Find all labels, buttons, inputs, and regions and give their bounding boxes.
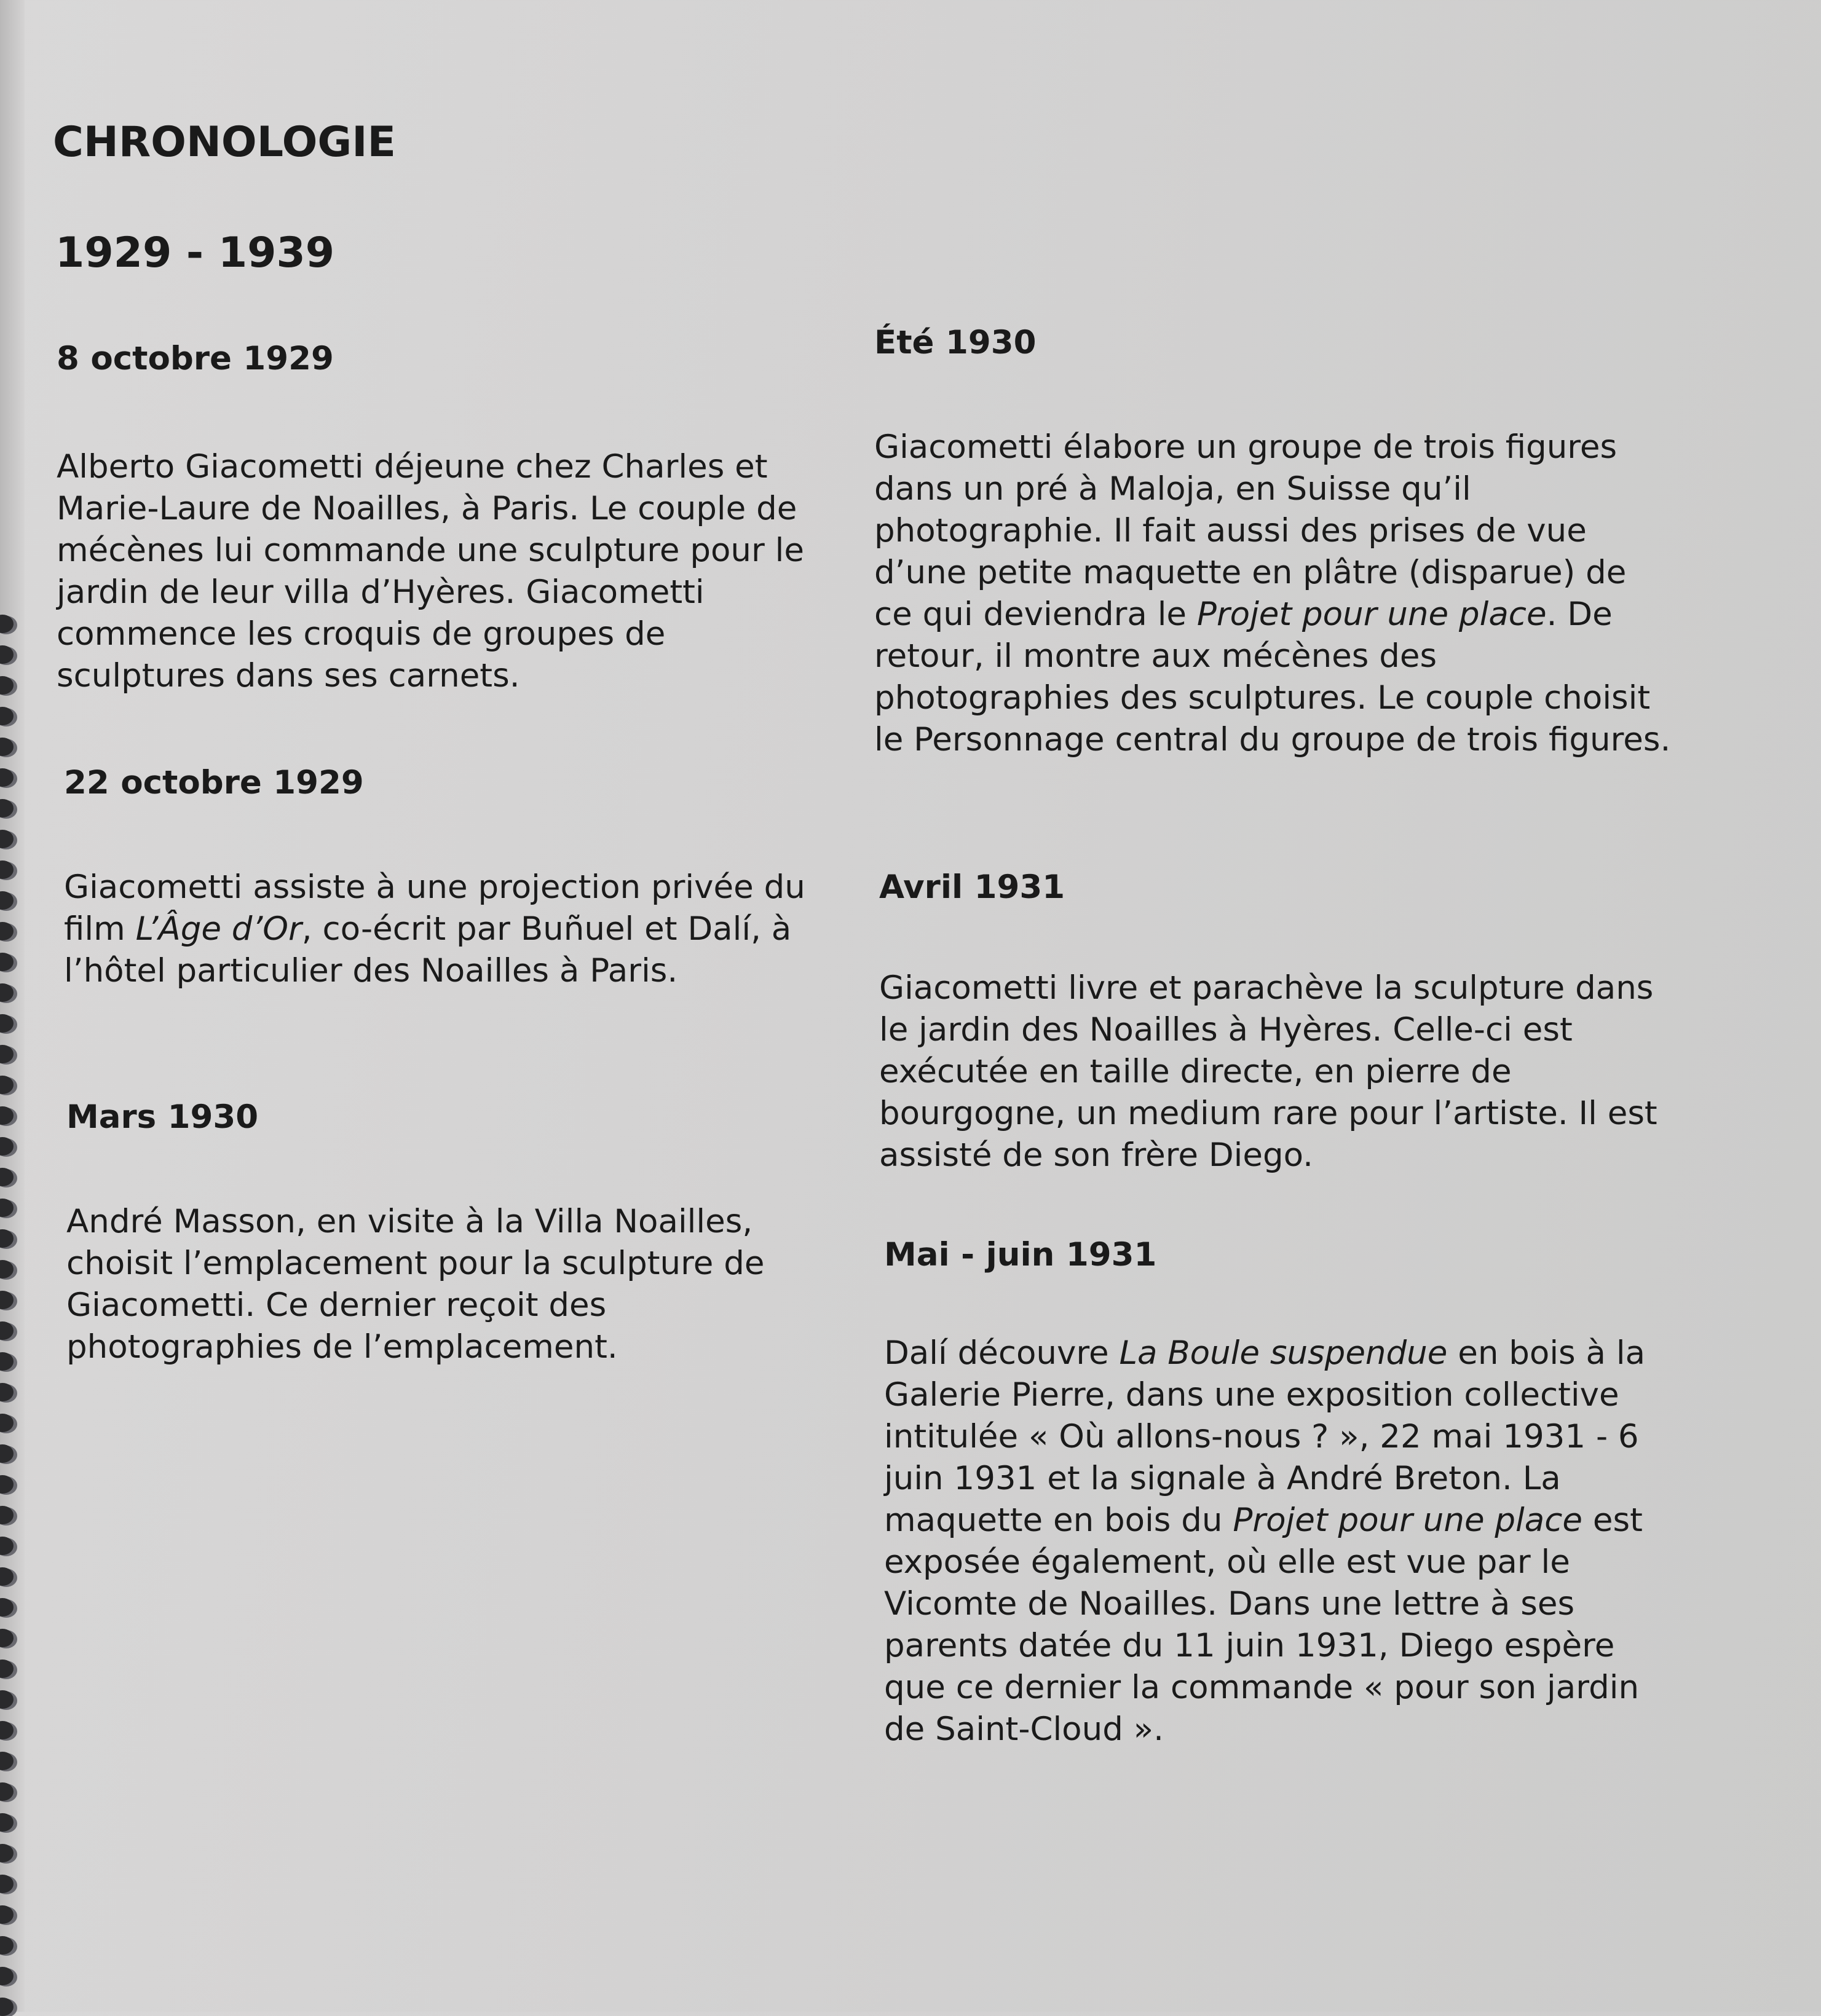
binding-ring — [0, 953, 14, 971]
binding-ring — [0, 1875, 14, 1893]
binding-ring — [0, 1260, 14, 1278]
binding-ring — [0, 1844, 14, 1862]
binding-ring — [0, 1598, 14, 1616]
binding-ring — [0, 1567, 14, 1586]
binding-ring — [0, 1690, 14, 1709]
binding-ring — [0, 1137, 14, 1156]
entry-date: Avril 1931 — [879, 868, 1065, 906]
binding-ring — [0, 860, 14, 879]
entry-text: André Masson, en visite à la Villa Noailles, choisit l’emplacement pour la sculpture de Giacometti. Ce dernier reçoit des photographies de l’emplacement. — [66, 1203, 765, 1366]
binding-ring — [0, 1352, 14, 1371]
entry-text-part: . De retour, il montre aux mécènes des photographies des sculptures. Le couple choisit le Personnage central du groupe de trois figures. — [874, 596, 1671, 758]
binding-ring — [0, 1168, 14, 1186]
binding-ring — [0, 1537, 14, 1555]
binding-ring — [0, 1229, 14, 1248]
binding-ring — [0, 799, 14, 817]
entry-text: Giacometti livre et parachève la sculpture dans le jardin des Noailles à Hyères. Celle-ci est exécutée en taille directe, en pierre de bourgogne, un medium rare pour l’artiste. Il est assisté de son frère Diego. — [879, 969, 1657, 1174]
work-title: Projet pour une place — [1196, 596, 1547, 633]
entry-date: 8 octobre 1929 — [57, 340, 334, 377]
binding-ring — [0, 768, 14, 787]
entry-text-part: en bois à la Galerie Pierre, dans une exposition collective intitulée « Où allons-nous ? », 22 mai 1931 - 6 juin 1931 et la signale à André Breton. La maquette en bois du — [884, 1334, 1646, 1539]
entry-text — [884, 1333, 1683, 1750]
entry-date: Été 1930 — [874, 324, 1037, 361]
binding-ring — [0, 1199, 14, 1217]
film-title: L’Âge d’Or — [135, 910, 302, 948]
binding-ring — [0, 1321, 14, 1340]
binding-ring — [0, 707, 14, 725]
binding-ring — [0, 615, 14, 633]
entry-date: Mars 1930 — [66, 1098, 259, 1136]
binding-ring — [0, 1782, 14, 1801]
page-title: CHRONOLOGIE — [53, 118, 396, 167]
entry-text-part: Giacometti élabore un groupe de trois figures dans un pré à Maloja, en Suisse qu’il photographie. Il fait aussi des prises de vue d’une petite maquette en plâtre (disparue) de ce qui deviendra le — [874, 428, 1627, 633]
binding-ring — [0, 922, 14, 940]
entry-text-part: Dalí découvre — [884, 1334, 1120, 1372]
entry-date: 22 octobre 1929 — [64, 764, 364, 801]
binding-ring — [0, 1475, 14, 1494]
binding-ring — [0, 1967, 14, 1985]
entry-text-part: est exposée également, où elle est vue par le Vicomte de Noailles. Dans une lettre à ses parents datée du 11 juin 1931, Diego espère que ce dernier la commande « pour son jardin de Saint-Cloud ». — [884, 1502, 1643, 1748]
binding-ring — [0, 1014, 14, 1033]
binding-ring — [0, 676, 14, 695]
entry-text-part: , co-écrit par Buñuel et Dalí, à l’hôtel particulier des Noailles à Paris. — [64, 910, 792, 990]
entry-text — [64, 867, 832, 992]
binding-ring — [0, 983, 14, 1002]
binding-ring — [0, 1629, 14, 1647]
binding-ring — [0, 738, 14, 756]
binding-ring — [0, 1506, 14, 1524]
binding-ring — [0, 1721, 14, 1739]
binding-ring — [0, 1905, 14, 1924]
binding-ring — [0, 1752, 14, 1770]
entry-text: Alberto Giacometti déjeune chez Charles et Marie-Laure de Noailles, à Paris. Le couple de mécènes lui commande une sculpture pour le jardin de leur villa d’Hyères. Giacometti commence les croquis de groupes de sculptures dans ses carnets. — [57, 448, 804, 695]
entry-text — [874, 427, 1673, 761]
binding-ring — [0, 1383, 14, 1401]
binding-ring — [0, 1998, 14, 2016]
binding-ring — [0, 1106, 14, 1125]
binding-ring — [0, 1444, 14, 1463]
period-heading: 1929 - 1939 — [55, 229, 335, 277]
binding-ring — [0, 1813, 14, 1832]
binding-ring — [0, 891, 14, 910]
spiral-binding — [0, 0, 25, 2012]
binding-ring — [0, 1045, 14, 1063]
entry-date: Mai - juin 1931 — [884, 1236, 1157, 1274]
work-title: Projet pour une place — [1233, 1502, 1583, 1539]
binding-ring — [0, 1660, 14, 1678]
binding-ring — [0, 1291, 14, 1309]
binding-ring — [0, 830, 14, 848]
binding-ring — [0, 645, 14, 664]
binding-ring — [0, 1414, 14, 1432]
work-title: La Boule suspendue — [1119, 1334, 1448, 1372]
entry-text-part: Giacometti assiste à une projection privée du film — [64, 868, 805, 948]
binding-ring — [0, 1076, 14, 1094]
binding-ring — [0, 1936, 14, 1955]
